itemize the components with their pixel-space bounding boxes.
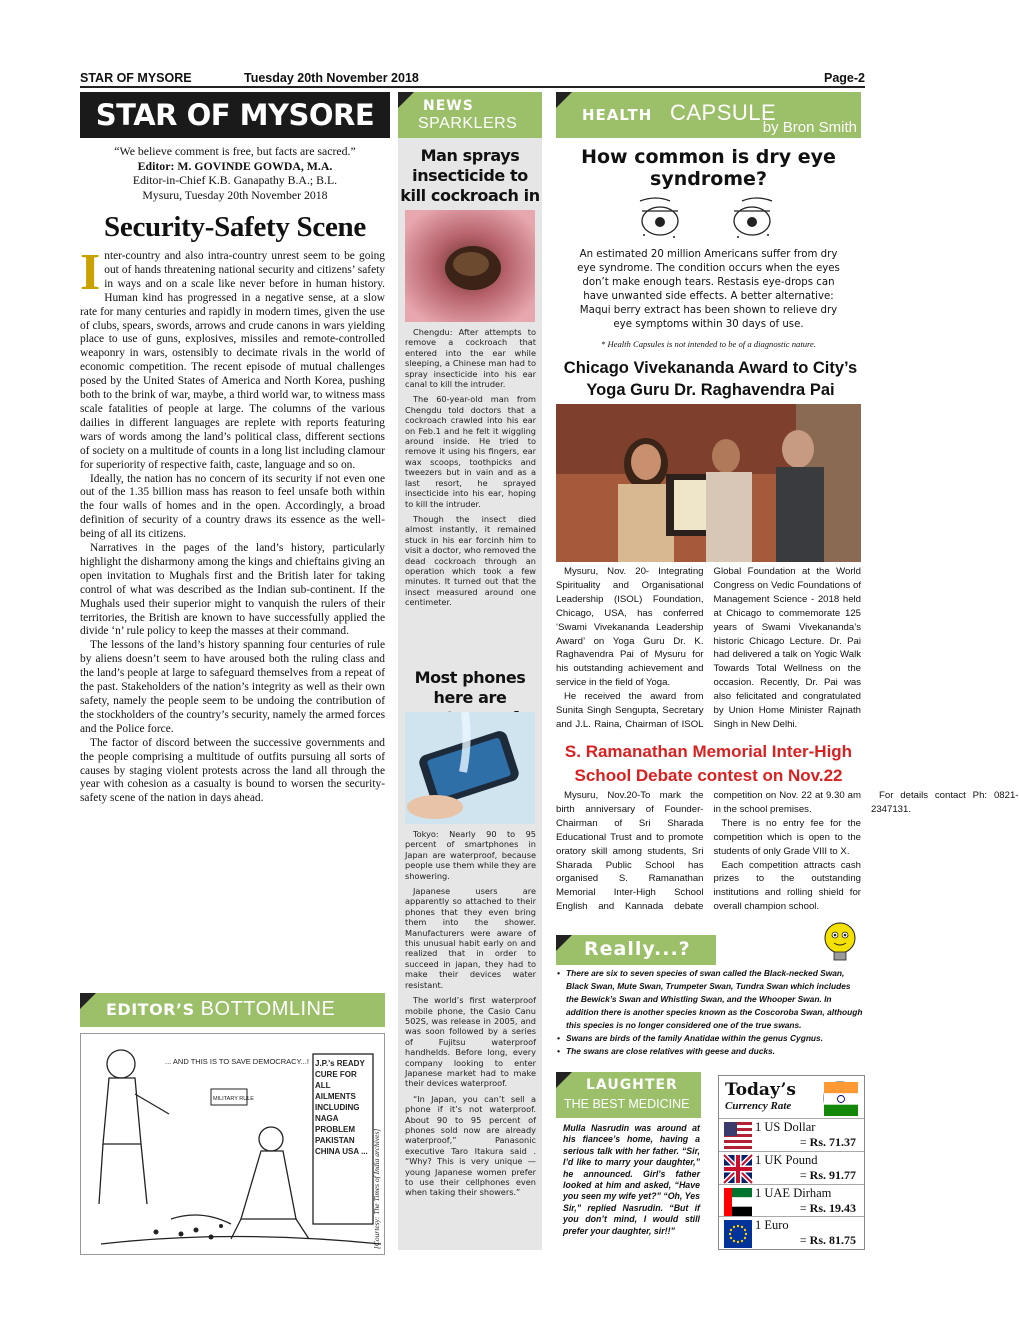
award-headline: Chicago Vivekananda Award to City’s Yoga Guru Dr. Raghavendra Pai	[563, 359, 858, 399]
india-flag-icon	[823, 1081, 857, 1115]
health-capsule-byline: by Bron Smith	[762, 119, 857, 136]
editorial-paragraph-text: nter-country and also intra-country unrest seem to be going out of hands threatening national security and citizens’ safety in ways and on a scale like never before in human history. Human kind has progressed in a negative sense, at a slow rate for many centuries and rapidly in modern times, given the use of clubs, spears, swords, arrows and crude canons in wars yielding place to use of guns, explosives, missiles and remote-controlled weaponry in wars, ostensibly to decimate rivals in the world of economic competition. The recent episode of mutual challenges posed by the United States of America and North Korea, pushing both to the brink of war, maybe, a third world war, to witness mass scale fatalities of people at large. The columns of the various dailies in different languages are replete with reports featuring wars of words among the land’s political class, different sections of society on a multitude of counts in a long list including clamour for superiority of respective faith, caste, language and so on.	[80, 250, 385, 471]
debate-paragraph: For details contact Ph: 0821-2347131.	[871, 790, 1019, 815]
waterproof-story-body	[405, 829, 536, 1203]
cartoon-caption: ... AND THIS IS TO SAVE DEMOCRACY...!	[165, 1057, 309, 1066]
debate-paragraph: Mysuru, Nov.20-To mark the birth anniversary of Founder-Chairman of Sri Sharada Educational Trust and to promote oratory skill among students, Sri Sharada Public School has organised S. Ramanathan Memorial Inter-High School English and Kannada debate competition on Nov. 22 at 9.30 am in the school premises.	[556, 790, 861, 913]
masthead-credits	[80, 138, 390, 210]
masthead-editor-in-chief: Editor-in-Chief K.B. Ganapathy B.A.; B.L.	[132, 173, 338, 187]
editors-bottomline-label-a: EDITOR’S	[106, 1000, 195, 1019]
currency-title: Today’s	[725, 1080, 796, 1100]
editorial-paragraph	[80, 244, 385, 473]
dry-eye-disclaimer: * Health Capsules is not intended to be of a diagnostic nature.	[601, 339, 816, 349]
cartoon-tag: MILITARY RULE	[213, 1096, 254, 1102]
news-sparklers-label-a: NEWS	[423, 98, 474, 114]
debate-story-body	[556, 789, 1019, 931]
editorial-paragraph: The factor of discord between the successive governments and the people comprising a multitude of outfits pursuing all sorts of causes by staging violent protests across the land all through the year with cohesion as a casualty is bound to worsen the security-safety scene of the nation in days ahead.	[80, 736, 385, 805]
debate-paragraph: There is no entry fee for the competition which is open to the students of only Grade VIII to X.	[713, 817, 861, 857]
corner-triangle-icon	[80, 993, 96, 1009]
ear-photo	[405, 210, 535, 322]
eyes-illustration	[636, 195, 776, 245]
news-sparklers-label-b: SPARKLERS	[418, 115, 518, 132]
editorial-paragraph: Ideally, the nation has no concern of its security if not even one out of the 1.35 billion mass has reason to feel unsafe both within the four walls of homes and in the open. Accordingly, a broad definition of security of a country draws its essence as the well-being of all its citizens.	[80, 472, 385, 541]
cockroach-paragraph: Though the insect died almost instantly, it remained stuck in his ear forcinh him to visit a doctor, who removed the dead cockroach through an operation which took a few minutes. It turned out that the insect measured around one centimeter.	[405, 513, 536, 608]
cockroach-paragraph: Chengdu: After attempts to remove a cockroach that entered into the ear while sleeping, a Chinese man had to spray insecticide into his ear canal to kill the intruder.	[405, 327, 536, 390]
editors-bottomline-header	[80, 993, 385, 1027]
cartoon-board-text: J.P.'s READY CURE FOR ALL AILMENTS INCLUDING NAGA PROBLEM PAKISTAN CHINA USA ...	[315, 1059, 368, 1156]
ear-canal-image-icon	[405, 210, 535, 322]
phone-photo	[405, 712, 535, 824]
masthead-editor: Editor: M. GOVINDE GOWDA, M.A.	[137, 158, 333, 173]
award-paragraph: Mysuru, Nov. 20- Integrating Spirituality and Organisational Leadership (ISOL) Foundation, Chicago, USA, has conferred ‘Swami Vivekananda Leadership Award’ on Yoga Guru Dr. K. Raghavendra Pai of Mysuru for his outstanding achievement and service in the field of Yoga.	[556, 566, 704, 689]
list-item: • Swans are birds of the family Anatidae within the genus Cygnus.	[556, 1032, 865, 1045]
lightbulb-icon	[818, 918, 862, 964]
running-header-page: Page-2	[824, 71, 865, 85]
award-story-body	[556, 565, 861, 735]
waterproof-headline: Most phones here are	[414, 668, 526, 707]
corner-triangle-icon	[556, 935, 572, 951]
currency-row-eur	[719, 1216, 864, 1249]
editorial-title: Security-Safety Scene	[104, 211, 366, 243]
corner-triangle-icon	[398, 92, 414, 108]
list-item: • There are six to seven species of swan called the Black-necked Swan, Black Swan, Mute Swan, Trumpeter Swan, Tundra Swan which includes the Bewick’s Swan and Whistling Swan, and the Whooper Swan. In addition there is another species known as the Coscoroba Swan, although this species is no longer considered one of the true swans.	[556, 967, 865, 1032]
cartoon-credit: [Courtesy: The Times of India archives]	[372, 1128, 381, 1249]
masthead-motto: “We believe comment is free, but facts are sacred.”	[114, 144, 356, 158]
currency-subtitle: Currency Rate	[725, 1100, 792, 1112]
uae-flag-icon	[724, 1188, 752, 1216]
waterproof-paragraph: Japanese users are apparently so attached to their phones that they even bring them into the shower. Manufacturers were aware of this unusual habit early on and realized that in order to succeed in japan, they had to make their devices water resistant.	[405, 886, 536, 990]
masthead-dateline: Mysuru, Tuesday 20th November 2018	[142, 187, 328, 202]
currency-row-gbp	[719, 1151, 864, 1184]
cartoon-image	[80, 1033, 385, 1255]
masthead-logo: STAR OF MYSORE	[80, 92, 390, 138]
currency-row-aed	[719, 1184, 864, 1217]
award-photo	[556, 404, 861, 562]
editorial-paragraph: The lessons of the land’s history spanning four centuries of rule by aliens doesn’t seem to have aroused both the ruling class and the land’s people at large to safeguard themselves from a repeat of the past. Stakeholders of the nation’s integrity as well as their own safety, namely the people seem to be undoing the contribution of the stockholders of the country’s security, namely the armed forces and the Police force.	[80, 639, 385, 735]
really-label: Really...?	[584, 938, 691, 960]
dry-eye-headline: How common is dry eye syndrome?	[581, 146, 836, 190]
uk-flag-icon	[724, 1155, 752, 1183]
really-header	[556, 935, 716, 965]
cockroach-headline: Man sprays insecticide to kill cockroach in	[400, 146, 540, 205]
editorial-dropcap: I	[80, 244, 101, 301]
currency-rate: = Rs. 19.43	[800, 1201, 856, 1216]
cartoon-drawing-icon	[81, 1034, 384, 1254]
waterproof-paragraph: Tokyo: Nearly 90 to 95 percent of smartphones in Japan are waterproof, because people use them while they are showering.	[405, 829, 536, 881]
editorial-body	[80, 244, 385, 986]
award-paragraph: He received the award from Sunita Singh Sengupta, Secretary and J.L. Raina, Chairman of ISOL Global Foundation at the World Congress on Vedic Foundations of Management Science - 2018 held at Chicago to commemorate 125 years of Swami Vivekananda’s historic Chicago Lecture. Dr. Pai had delivered a talk on Yogic Walk Towards Total Wellness on the occasion. Recently, Dr. Pai was also felicitated and congratulated by Union Home Minister Rajnath Singh in New Delhi.	[556, 566, 861, 730]
cockroach-paragraph: The 60-year-old man from Chengdu told doctors that a cockroach crawled into his ear on Feb.1 and he felt it wiggling around inside. He tried to remove it using his fingers, ear wax scoops, toothpicks and tweezers but in vain and as a last resort, he sprayed insecticide into his ear, hoping to kill the intruder.	[405, 394, 536, 509]
running-header-date: Tuesday 20th November 2018	[244, 71, 419, 85]
currency-name: 1 UAE Dirham	[755, 1186, 832, 1200]
currency-box	[718, 1075, 865, 1250]
health-capsule-label-a: HEALTH	[582, 106, 653, 124]
running-header	[80, 70, 865, 88]
debate-headline: S. Ramanathan Memorial Inter-High School Debate contest on Nov.22	[564, 742, 853, 785]
news-sparklers-header	[398, 92, 542, 138]
award-ceremony-image-icon	[556, 404, 861, 562]
currency-rate: = Rs. 91.77	[800, 1168, 856, 1183]
currency-row-usd	[719, 1118, 864, 1151]
really-list	[556, 967, 865, 1058]
laughter-label-a: LAUGHTER	[586, 1077, 678, 1093]
cockroach-story-body	[405, 327, 536, 613]
waterproof-paragraph: The world’s first waterproof mobile phone, the Casio Canu 502S, was release in 2005, and was soon followed by a series of Fujitsu waterproof handhelds. Before long, every company looking to enter Japanese market had to make their devices waterproof.	[405, 995, 536, 1089]
currency-rate: = Rs. 81.75	[800, 1233, 856, 1248]
debate-paragraph: Each competition attracts cash prizes to the outstanding institutions and rolling shield for overall champion school.	[713, 859, 861, 913]
waterproof-paragraph: “In Japan, you can’t sell a phone if it’s not waterproof. About 90 to 95 percent of phones sold now are already waterproof,” Panasonic executive Taro Itakura said . “Why? This is very unique — young Japanese women prefer to use their cellphones even when taking their showers.”	[405, 1093, 536, 1198]
currency-name: 1 Euro	[755, 1218, 789, 1232]
currency-name: 1 UK Pound	[755, 1153, 818, 1167]
eu-flag-icon	[724, 1220, 752, 1248]
laughter-body: Mulla Nasrudin was around at his fiancee’s home, having a serious talk with her father. “Sir, I’d like to marry your daughter,” he announced. Girl’s father looked at him and asked, “Have you seen my wife yet?” “Oh, Yes Sir,” replied Nasrudin. “But if you don’t mind, I would still prefer your daughter, sir!!”	[563, 1123, 700, 1236]
corner-triangle-icon	[556, 92, 572, 108]
editorial-paragraph: Narratives in the pages of the land’s history, particularly highlight the disharmony among the kings and chieftains giving an open invitation to Mughals first and the British later for taking control of what was described as the Indian sub-continent. If the Mughals used their superior might to vanquish the rulers of their territories, the British are known to have successfully applied the divide ‘n’ rule policy to keep the masses at their command.	[80, 542, 385, 638]
laughter-label-b: THE BEST MEDICINE	[564, 1097, 690, 1111]
list-item: • The swans are close relatives with geese and ducks.	[556, 1045, 865, 1058]
eyes-drawing-icon	[636, 195, 776, 245]
usa-flag-icon	[724, 1122, 752, 1150]
dry-eye-body: An estimated 20 million Americans suffer from dry eye syndrome. The condition occurs when the eyes don’t make enough tears. Restasis eye-drops can have unwanted side effects. A better alternative: Maqui berry extract has been shown to relieve dry eye symptoms within 30 days of use.	[577, 249, 840, 330]
laughter-header	[556, 1072, 701, 1118]
health-capsule-header	[556, 92, 861, 138]
editors-bottomline-title	[106, 998, 335, 1021]
corner-triangle-icon	[556, 1072, 572, 1088]
phone-under-water-image-icon	[405, 712, 535, 824]
currency-rate: = Rs. 71.37	[800, 1135, 856, 1150]
currency-name: 1 US Dollar	[755, 1120, 816, 1134]
health-capsule-label-b: CAPSULE	[670, 100, 777, 125]
running-header-paper: STAR OF MYSORE	[80, 71, 192, 85]
editors-bottomline-label-b: BOTTOMLINE	[200, 998, 336, 1020]
